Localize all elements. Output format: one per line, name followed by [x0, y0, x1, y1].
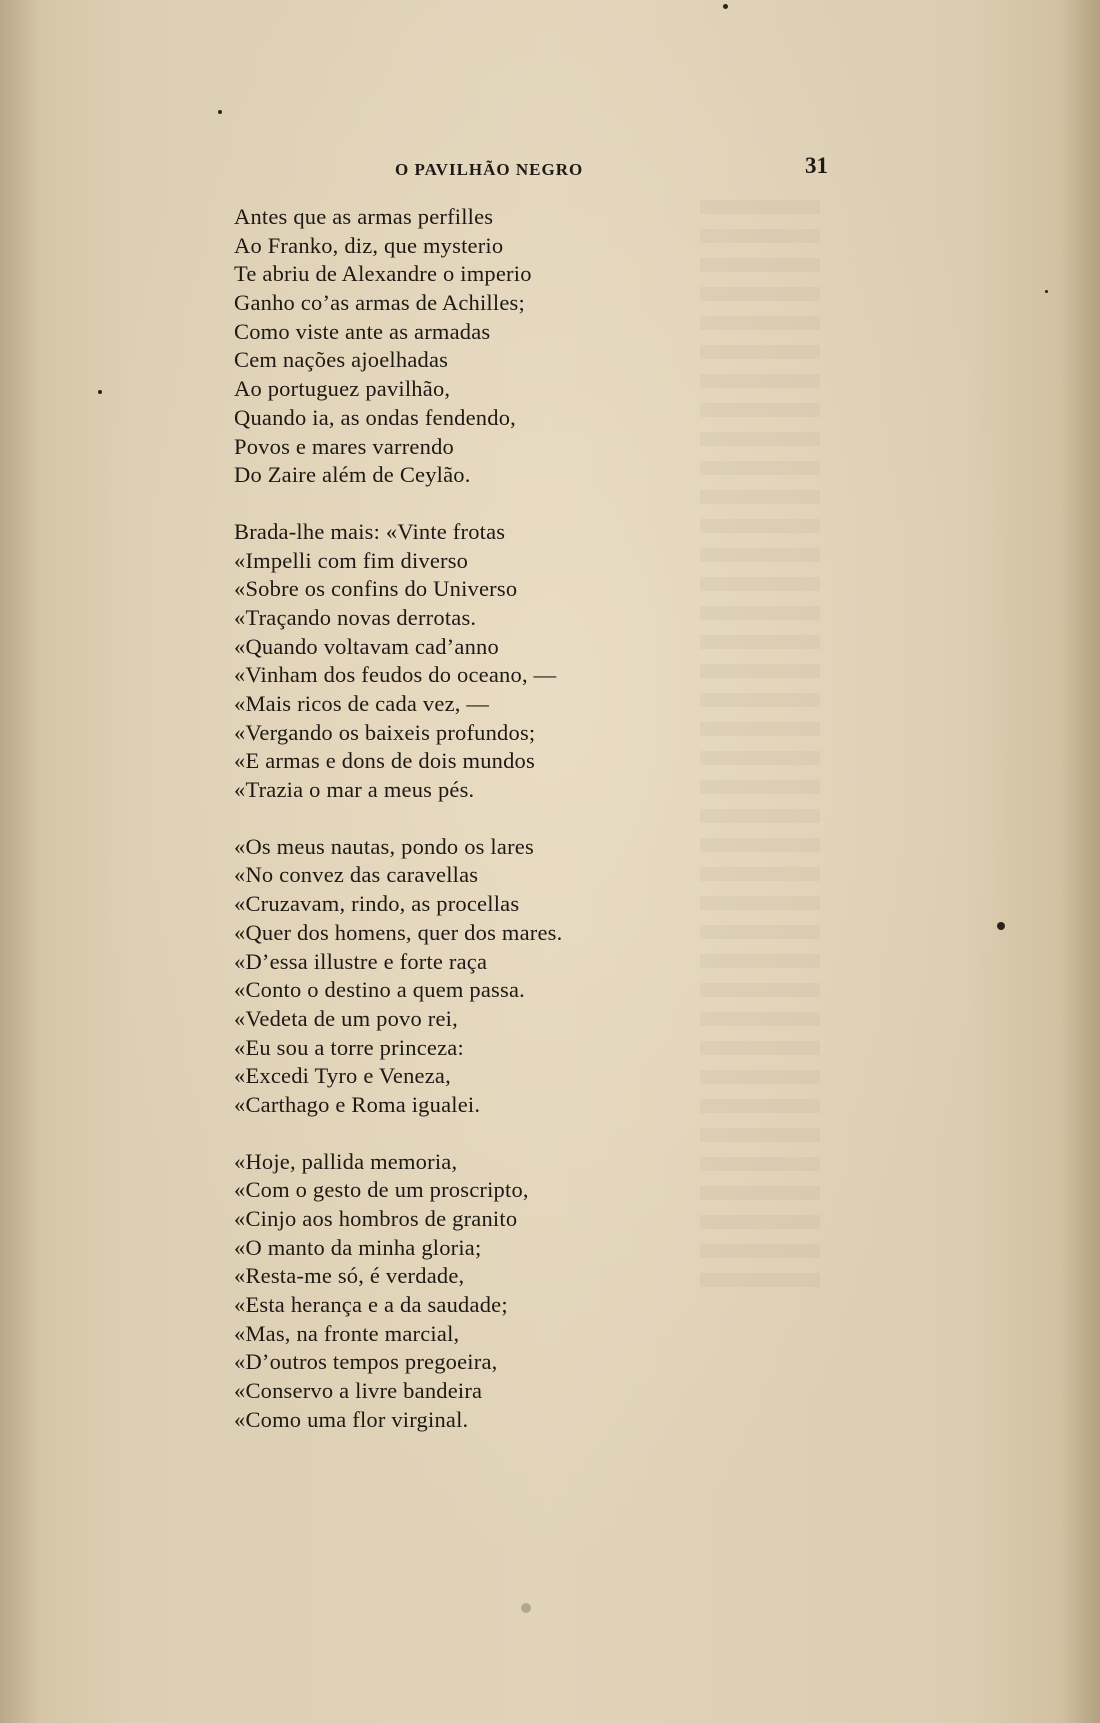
verse-line: «D’essa illustre e forte raça	[234, 948, 488, 974]
verse-line: «Excedi Tyro e Veneza,	[234, 1063, 451, 1089]
verse-line: «No convez das caravellas	[234, 862, 479, 888]
verse-line: «Cruzavam, rindo, as procellas	[234, 891, 520, 917]
verse-line: «Esta herança e a da saudade;	[234, 1292, 508, 1318]
verse-line: Ao Franko, diz, que mysterio	[234, 232, 504, 258]
verse-line: Ganho co’as armas de Achilles;	[234, 290, 525, 316]
verse-line: «Conservo a livre bandeira	[234, 1378, 483, 1404]
verse-line: «Mais ricos de cada vez, —	[234, 691, 490, 716]
page-edge-shadow-right	[1060, 0, 1100, 1723]
verse-line: «Carthago e Roma igualei.	[234, 1091, 481, 1117]
stanza	[234, 833, 694, 1120]
show-through-text	[700, 200, 820, 1300]
verse-line: «Trazia o mar a meus pés.	[234, 777, 475, 803]
verse-line: «Os meus nautas, pondo os lares	[234, 833, 534, 859]
ink-speck	[723, 4, 728, 9]
verse-line: «Resta-me só, é verdade,	[234, 1263, 465, 1289]
page-number: 31	[805, 153, 828, 178]
verse-line: «O manto da minha gloria;	[234, 1234, 482, 1260]
ink-speck	[521, 1603, 531, 1613]
verse-line: Como viste ante as armadas	[234, 318, 491, 344]
verse-line: «Mas, na fronte marcial,	[234, 1320, 460, 1346]
verse-line: Antes que as armas perfilles	[234, 204, 494, 229]
verse-line: «Vinham dos feudos do oceano, —	[234, 662, 557, 688]
verse-line: Quando ia, as ondas fendendo,	[234, 404, 516, 430]
stanza	[234, 518, 694, 805]
verse-line: Te abriu de Alexandre o imperio	[234, 261, 532, 287]
verse-line: «Quer dos homens, quer dos mares.	[234, 919, 563, 945]
verse-line: «Sobre os confins do Universo	[234, 576, 518, 602]
verse-line: «Vedeta de um povo rei,	[234, 1005, 458, 1031]
verse-line: Do Zaire além de Ceylão.	[234, 462, 471, 488]
verse-line: «E armas e dons de dois mundos	[234, 748, 535, 774]
verse-line: «Traçando novas derrotas.	[234, 604, 477, 630]
verse-line: «Como uma flor virginal.	[234, 1406, 469, 1432]
stanza	[234, 1148, 694, 1435]
ink-speck	[997, 922, 1005, 930]
ink-speck	[218, 110, 222, 114]
verse-line: «Quando voltavam cad’anno	[234, 633, 499, 659]
ink-speck	[98, 390, 102, 394]
verse-line: «Impelli com fim diverso	[234, 547, 469, 573]
verse-line: «Hoje, pallida memoria,	[234, 1148, 458, 1174]
stanza	[234, 203, 694, 490]
verse-line: Brada-lhe mais: «Vinte frotas	[234, 518, 506, 544]
verse-line: «Eu sou a torre princeza:	[234, 1034, 464, 1060]
verse-line: «D’outros tempos pregoeira,	[234, 1349, 498, 1375]
ink-speck	[1045, 290, 1048, 293]
page-edge-shadow-left	[0, 0, 40, 1723]
verse-line: «Conto o destino a quem passa.	[234, 977, 525, 1003]
verse-line: «Cinjo aos hombros de granito	[234, 1206, 518, 1231]
verse-line: «Vergando os baixeis profundos;	[234, 719, 536, 745]
verse-line: «Com o gesto de um proscripto,	[234, 1177, 529, 1203]
verse-line: Cem nações ajoelhadas	[234, 347, 449, 373]
running-title: O PAVILHÃO NEGRO	[395, 160, 584, 179]
poem-body	[234, 203, 694, 1453]
verse-line: Povos e mares varrendo	[234, 433, 454, 459]
verse-line: Ao portuguez pavilhão,	[234, 376, 451, 402]
